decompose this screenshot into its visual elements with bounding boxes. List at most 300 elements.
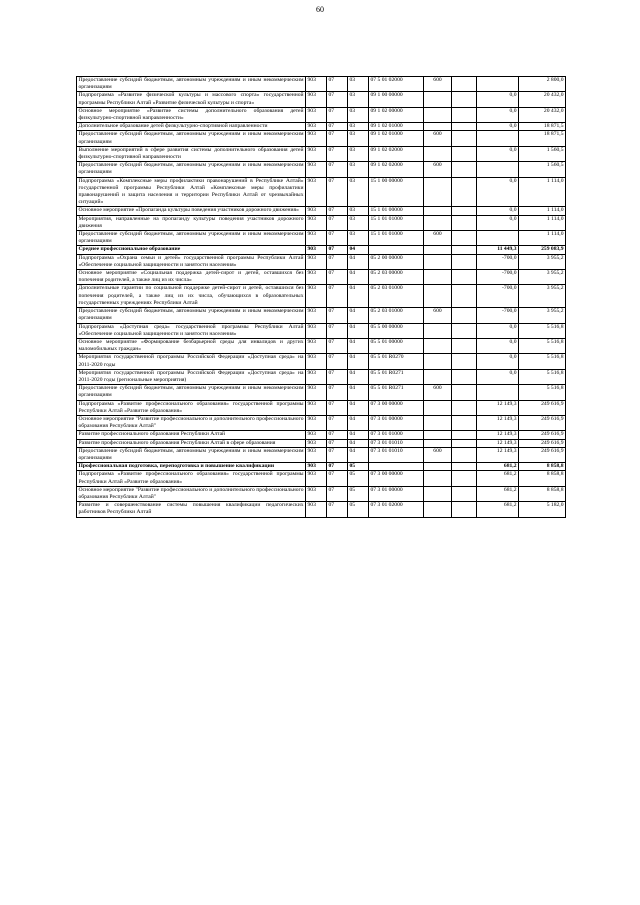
row-total-amount: 5 516,8 (519, 354, 566, 369)
row-total-amount: 8 858,8 (519, 463, 566, 471)
row-empty-cell (452, 463, 477, 471)
table-row (77, 215, 566, 230)
row-expense-type (424, 107, 452, 122)
row-target-article: 05 2 00 00000 (369, 254, 424, 269)
row-target-article: 05 2 03 00000 (369, 270, 424, 285)
row-expense-type (424, 207, 452, 215)
row-grbs: 903 (306, 308, 327, 323)
table-row (77, 463, 566, 471)
row-section: 07 (327, 471, 348, 486)
row-name: Основное мероприятие «Развитие системы дополнительного образования детей физкультурно-спортивной направленности» (78, 107, 304, 122)
row-change-amount: 0,0 (477, 146, 519, 161)
row-expense-type (424, 415, 452, 430)
row-section: 07 (327, 338, 348, 353)
row-empty-cell (452, 107, 477, 122)
row-expense-type (424, 439, 452, 447)
row-empty-cell (452, 177, 477, 207)
row-target-article (369, 463, 424, 471)
row-grbs: 903 (306, 463, 327, 471)
row-empty-cell (452, 439, 477, 447)
row-name: Мероприятия, направленные на пропаганду культуры поведения участников дорожного движения (78, 215, 304, 229)
table-row (77, 231, 566, 246)
row-expense-type: 600 (424, 162, 452, 177)
table-row (77, 285, 566, 308)
row-expense-type (424, 471, 452, 486)
row-subsection: 04 (348, 447, 369, 462)
row-name: Основное мероприятие «Пропаганда культуры поведения участников дорожного движения» (77, 207, 306, 215)
row-name: Предоставление субсидий бюджетным, автономным учреждениям и иным некоммерческим организациям (78, 162, 304, 176)
row-total-amount: 1 114,0 (519, 177, 566, 207)
row-target-article: 09 1 02 02000 (369, 162, 424, 177)
table-row (77, 415, 566, 430)
row-change-amount (477, 131, 519, 146)
row-target-article: 07 3 01 00000 (369, 415, 424, 430)
row-section: 07 (327, 385, 348, 400)
row-subsection: 03 (348, 231, 369, 246)
row-grbs: 903 (306, 146, 327, 161)
row-grbs: 903 (306, 270, 327, 285)
row-expense-type (424, 338, 452, 353)
table-row (77, 502, 566, 517)
row-name: Развитие профессионального образования Республики Алтай (77, 431, 306, 439)
row-section: 07 (327, 354, 348, 369)
row-target-article: 07 3 00 00000 (369, 471, 424, 486)
row-expense-type: 600 (424, 447, 452, 462)
row-subsection: 03 (348, 177, 369, 207)
row-change-amount (477, 162, 519, 177)
row-section: 07 (327, 502, 348, 517)
row-name: Предоставление субсидий бюджетным, автономным учреждениям и иным некоммерческим организациям (78, 231, 304, 245)
row-empty-cell (452, 162, 477, 177)
row-name: Подпрограмма «Доступная среда» государственной программы Республики Алтай «Обеспечение социальной защищенности и занятости населения» (78, 323, 304, 337)
row-change-amount: 0,0 (477, 215, 519, 230)
row-subsection: 04 (348, 270, 369, 285)
row-grbs: 903 (306, 447, 327, 462)
row-section: 07 (327, 270, 348, 285)
budget-table-body (77, 77, 566, 518)
row-total-amount: 249 616,9 (519, 447, 566, 462)
row-grbs: 903 (306, 285, 327, 308)
row-target-article: 05 5 00 00000 (369, 323, 424, 338)
row-change-amount: 681,2 (477, 502, 519, 517)
row-expense-type (424, 354, 452, 369)
row-empty-cell (452, 415, 477, 430)
row-subsection: 04 (348, 415, 369, 430)
table-row (77, 439, 566, 447)
row-expense-type (424, 254, 452, 269)
row-target-article: 09 1 02 02000 (369, 146, 424, 161)
row-subsection: 04 (348, 400, 369, 415)
row-subsection: 03 (348, 215, 369, 230)
row-section: 07 (327, 231, 348, 246)
row-total-amount: 20 432,0 (519, 92, 566, 107)
row-total-amount: 3 955,2 (519, 285, 566, 308)
row-grbs: 903 (306, 131, 327, 146)
row-section: 07 (327, 439, 348, 447)
row-section: 07 (327, 92, 348, 107)
row-name: Среднее профессиональное образование (77, 246, 306, 254)
row-expense-type (424, 270, 452, 285)
row-total-amount: 5 516,8 (519, 385, 566, 400)
row-empty-cell (452, 447, 477, 462)
row-section: 07 (327, 123, 348, 131)
row-total-amount: 18 871,5 (519, 131, 566, 146)
row-grbs: 903 (306, 415, 327, 430)
row-empty-cell (452, 354, 477, 369)
row-total-amount: 3 955,2 (519, 254, 566, 269)
row-expense-type (424, 323, 452, 338)
row-total-amount: 249 616,9 (519, 439, 566, 447)
row-target-article: 05 5 01 R0270 (369, 354, 424, 369)
row-section: 07 (327, 215, 348, 230)
row-subsection: 05 (348, 471, 369, 486)
row-target-article: 05 2 03 01000 (369, 308, 424, 323)
row-change-amount: -700,0 (477, 254, 519, 269)
row-grbs: 903 (306, 471, 327, 486)
row-grbs: 903 (306, 439, 327, 447)
row-expense-type (424, 246, 452, 254)
row-grbs: 903 (306, 246, 327, 254)
row-grbs: 903 (306, 431, 327, 439)
row-change-amount: 12 149,3 (477, 447, 519, 462)
row-grbs: 903 (306, 400, 327, 415)
row-subsection: 03 (348, 207, 369, 215)
row-empty-cell (452, 338, 477, 353)
row-change-amount: -700,0 (477, 285, 519, 308)
row-grbs: 903 (306, 486, 327, 501)
row-expense-type (424, 502, 452, 517)
row-change-amount: 12 149,3 (477, 431, 519, 439)
row-target-article: 05 2 03 01000 (369, 285, 424, 308)
page-number: 60 (316, 5, 324, 14)
row-section: 07 (327, 146, 348, 161)
row-empty-cell (452, 231, 477, 246)
row-total-amount: 5 516,8 (519, 323, 566, 338)
row-subsection: 05 (348, 502, 369, 517)
row-change-amount: -700,0 (477, 308, 519, 323)
row-section: 07 (327, 400, 348, 415)
table-row (77, 369, 566, 384)
row-name: Подпрограмма «Комплексные меры профилактики правонарушений в Республике Алтай» государственной программы Республики Алтай «Комплексные меры профилактики правонарушений и защита населения и территории Республики Алтай от чрезвычайных ситуаций» (78, 177, 304, 206)
row-grbs: 903 (306, 107, 327, 122)
row-name: Мероприятия государственной программы Российской Федерации «Доступная среда» на 2011-2020 годы (региональные мероприятия) (78, 369, 304, 383)
table-row (77, 354, 566, 369)
row-empty-cell (452, 215, 477, 230)
row-subsection: 04 (348, 246, 369, 254)
row-total-amount: 8 858,8 (519, 486, 566, 501)
row-target-article: 07 3 01 01010 (369, 439, 424, 447)
row-empty-cell (452, 270, 477, 285)
row-target-article: 05 5 01 R0271 (369, 369, 424, 384)
row-target-article (369, 246, 424, 254)
row-empty-cell (452, 308, 477, 323)
row-total-amount: 1 560,5 (519, 146, 566, 161)
row-total-amount: 8 858,8 (519, 471, 566, 486)
row-change-amount: 11 449,3 (477, 246, 519, 254)
row-name: Предоставление субсидий бюджетным, автономным учреждениям и иным некоммерческим организациям (78, 77, 304, 91)
row-target-article: 07 3 00 00000 (369, 400, 424, 415)
table-row (77, 131, 566, 146)
row-target-article: 09 1 02 01000 (369, 123, 424, 131)
row-empty-cell (452, 146, 477, 161)
row-subsection: 03 (348, 92, 369, 107)
row-expense-type (424, 123, 452, 131)
row-section: 07 (327, 369, 348, 384)
row-section: 07 (327, 447, 348, 462)
row-grbs: 903 (306, 177, 327, 207)
row-target-article: 15 1 01 01000 (369, 215, 424, 230)
row-expense-type: 600 (424, 385, 452, 400)
row-expense-type (424, 177, 452, 207)
row-name: Мероприятия государственной программы Российской Федерации «Доступная среда» на 2011-2020 годы (78, 354, 304, 368)
table-row (77, 77, 566, 92)
row-name: Предоставление субсидий бюджетным, автономным учреждениям и иным некоммерческим организациям (78, 308, 304, 322)
row-change-amount: 0,0 (477, 92, 519, 107)
row-section: 07 (327, 431, 348, 439)
row-total-amount: 259 083,9 (519, 246, 566, 254)
row-subsection: 03 (348, 162, 369, 177)
row-change-amount: 681,2 (477, 486, 519, 501)
row-change-amount: 0,0 (477, 177, 519, 207)
row-section: 07 (327, 308, 348, 323)
row-subsection: 03 (348, 77, 369, 92)
row-name: Развитие и совершенствование системы повышения квалификации педагогических работников Республики Алтай (78, 502, 304, 516)
row-target-article: 09 1 02 00000 (369, 107, 424, 122)
row-total-amount: 3 955,2 (519, 270, 566, 285)
row-empty-cell (452, 431, 477, 439)
row-target-article: 15 1 00 00000 (369, 177, 424, 207)
row-empty-cell (452, 385, 477, 400)
row-target-article: 09 1 02 01000 (369, 131, 424, 146)
table-row (77, 486, 566, 501)
row-change-amount: 12 149,3 (477, 415, 519, 430)
row-change-amount (477, 231, 519, 246)
row-empty-cell (452, 92, 477, 107)
row-name: Предоставление субсидий бюджетным, автономным учреждениям и иным некоммерческим организациям (78, 131, 304, 145)
row-empty-cell (452, 246, 477, 254)
table-row (77, 471, 566, 486)
row-change-amount: 0,0 (477, 123, 519, 131)
row-change-amount (477, 385, 519, 400)
row-name: Подпрограмма «Охрана семьи и детей» государственной программы Республики Алтай «Обеспечение социальной защищенности и занятости населения» (78, 254, 304, 268)
row-section: 07 (327, 463, 348, 471)
table-row (77, 254, 566, 269)
row-expense-type (424, 369, 452, 384)
row-subsection: 04 (348, 308, 369, 323)
table-row (77, 447, 566, 462)
row-expense-type (424, 285, 452, 308)
row-expense-type: 600 (424, 308, 452, 323)
row-empty-cell (452, 369, 477, 384)
row-section: 07 (327, 246, 348, 254)
row-target-article: 07 3 01 01000 (369, 431, 424, 439)
row-name: Основное мероприятие "Развитие профессионального и дополнительного профессионального образования Республики Алтай" (78, 486, 304, 500)
row-subsection: 04 (348, 338, 369, 353)
row-name: Подпрограмма «Развитие профессионального образования» государственной программы Республики Алтай «Развитие образования» (78, 471, 304, 485)
row-grbs: 903 (306, 254, 327, 269)
table-row (77, 431, 566, 439)
row-grbs: 903 (306, 92, 327, 107)
table-row (77, 385, 566, 400)
row-target-article: 05 5 01 00000 (369, 338, 424, 353)
row-total-amount: 5 516,8 (519, 338, 566, 353)
row-grbs: 903 (306, 502, 327, 517)
row-target-article: 07 5 01 02000 (369, 77, 424, 92)
table-row (77, 338, 566, 353)
row-total-amount: 20 432,0 (519, 107, 566, 122)
row-grbs: 903 (306, 215, 327, 230)
row-target-article: 15 1 01 01000 (369, 231, 424, 246)
row-subsection: 04 (348, 254, 369, 269)
row-section: 07 (327, 323, 348, 338)
row-section: 07 (327, 162, 348, 177)
row-name: Предоставление субсидий бюджетным, автономным учреждениям и иным некоммерческим организациям (78, 447, 304, 461)
row-subsection: 03 (348, 107, 369, 122)
row-change-amount: 681,2 (477, 463, 519, 471)
budget-table (76, 76, 566, 518)
table-row (77, 162, 566, 177)
row-change-amount: 12 149,3 (477, 439, 519, 447)
table-row (77, 146, 566, 161)
row-grbs: 903 (306, 123, 327, 131)
table-row (77, 107, 566, 122)
row-grbs: 903 (306, 231, 327, 246)
table-row (77, 246, 566, 254)
row-target-article: 05 5 01 R0271 (369, 385, 424, 400)
row-change-amount: 0,0 (477, 354, 519, 369)
row-section: 07 (327, 177, 348, 207)
row-change-amount: 0,0 (477, 107, 519, 122)
row-target-article: 09 1 00 00000 (369, 92, 424, 107)
row-section: 07 (327, 254, 348, 269)
row-target-article: 15 1 01 00000 (369, 207, 424, 215)
row-grbs: 903 (306, 162, 327, 177)
row-empty-cell (452, 285, 477, 308)
row-empty-cell (452, 400, 477, 415)
table-row (77, 270, 566, 285)
table-row (77, 323, 566, 338)
row-empty-cell (452, 77, 477, 92)
row-total-amount: 18 871,5 (519, 123, 566, 131)
row-total-amount: 1 114,0 (519, 215, 566, 230)
row-change-amount (477, 77, 519, 92)
row-expense-type: 600 (424, 231, 452, 246)
row-section: 07 (327, 285, 348, 308)
row-total-amount: 249 616,9 (519, 400, 566, 415)
row-name: Основное мероприятие «Формирование безбарьерной среды для инвалидов и других маломобильных граждан» (78, 338, 304, 353)
row-empty-cell (452, 502, 477, 517)
row-subsection: 04 (348, 285, 369, 308)
row-empty-cell (452, 123, 477, 131)
row-name: Основное мероприятие "Развитие профессионального и дополнительного профессионального образования Республики Алтай" (78, 415, 304, 430)
row-change-amount: -700,0 (477, 270, 519, 285)
row-change-amount: 0,0 (477, 338, 519, 353)
row-subsection: 04 (348, 439, 369, 447)
row-change-amount: 0,0 (477, 207, 519, 215)
row-section: 07 (327, 77, 348, 92)
row-total-amount: 1 114,0 (519, 207, 566, 215)
row-name: Профессиональная подготовка, переподготовка и повышение квалификации (77, 463, 306, 471)
row-name: Дополнительное образование детей физкультурно-спортивной направленности (77, 123, 306, 131)
row-section: 07 (327, 415, 348, 430)
table-row (77, 400, 566, 415)
row-section: 07 (327, 107, 348, 122)
row-total-amount: 5 516,8 (519, 369, 566, 384)
row-section: 07 (327, 207, 348, 215)
row-name: Подпрограмма «Развитие физической культуры и массового спорта» государственной программы Республики Алтай «Развитие физической культуры и спорта» (78, 92, 304, 106)
table-row (77, 308, 566, 323)
row-expense-type (424, 463, 452, 471)
table-row (77, 123, 566, 131)
row-grbs: 903 (306, 77, 327, 92)
row-expense-type (424, 92, 452, 107)
row-subsection: 05 (348, 486, 369, 501)
row-grbs: 903 (306, 354, 327, 369)
row-total-amount: 5 182,0 (519, 502, 566, 517)
row-section: 07 (327, 131, 348, 146)
row-expense-type (424, 400, 452, 415)
row-change-amount: 0,0 (477, 369, 519, 384)
row-name: Основное мероприятие «Социальная поддержка детей-сирот и детей, оставшихся без попечения родителей, а также лиц из их числа» (78, 270, 304, 284)
row-total-amount: 1 560,5 (519, 162, 566, 177)
row-grbs: 903 (306, 369, 327, 384)
row-subsection: 04 (348, 323, 369, 338)
row-name: Предоставление субсидий бюджетным, автономным учреждениям и иным некоммерческим организациям (78, 385, 304, 399)
row-grbs: 903 (306, 385, 327, 400)
row-total-amount: 3 955,2 (519, 308, 566, 323)
row-expense-type: 600 (424, 131, 452, 146)
row-target-article: 07 3 01 02000 (369, 502, 424, 517)
row-subsection: 03 (348, 131, 369, 146)
row-empty-cell (452, 254, 477, 269)
row-grbs: 903 (306, 338, 327, 353)
table-row (77, 207, 566, 215)
row-subsection: 04 (348, 369, 369, 384)
row-expense-type (424, 431, 452, 439)
row-change-amount: 12 149,3 (477, 400, 519, 415)
row-grbs: 903 (306, 323, 327, 338)
row-change-amount: 681,2 (477, 471, 519, 486)
row-empty-cell (452, 207, 477, 215)
row-expense-type: 600 (424, 77, 452, 92)
row-expense-type (424, 146, 452, 161)
row-target-article: 07 3 01 00000 (369, 486, 424, 501)
row-subsection: 04 (348, 354, 369, 369)
row-empty-cell (452, 471, 477, 486)
row-subsection: 04 (348, 431, 369, 439)
row-total-amount: 2 800,0 (519, 77, 566, 92)
table-row (77, 177, 566, 207)
row-empty-cell (452, 486, 477, 501)
row-change-amount: 0,0 (477, 323, 519, 338)
row-total-amount: 249 616,9 (519, 431, 566, 439)
row-expense-type (424, 215, 452, 230)
row-subsection: 03 (348, 123, 369, 131)
row-subsection: 04 (348, 385, 369, 400)
row-expense-type (424, 486, 452, 501)
row-total-amount: 1 114,0 (519, 231, 566, 246)
row-name: Подпрограмма «Развитие профессионального образования» государственной программы Республики Алтай «Развитие образования» (78, 400, 304, 414)
row-empty-cell (452, 131, 477, 146)
row-grbs: 903 (306, 207, 327, 215)
row-subsection: 05 (348, 463, 369, 471)
table-row (77, 92, 566, 107)
row-total-amount: 249 616,9 (519, 415, 566, 430)
row-subsection: 03 (348, 146, 369, 161)
row-name: Выполнение мероприятий в сфере развития системы дополнительного образования детей физкультурно-спортивной направленности (78, 146, 304, 161)
row-name: Дополнительные гарантии по социальной поддержке детей-сирот и детей, оставшихся без попечения родителей, а также лиц из их числа, обучающихся в образовательных государственных учреждениях Республики Алтай (78, 285, 304, 306)
row-section: 07 (327, 486, 348, 501)
